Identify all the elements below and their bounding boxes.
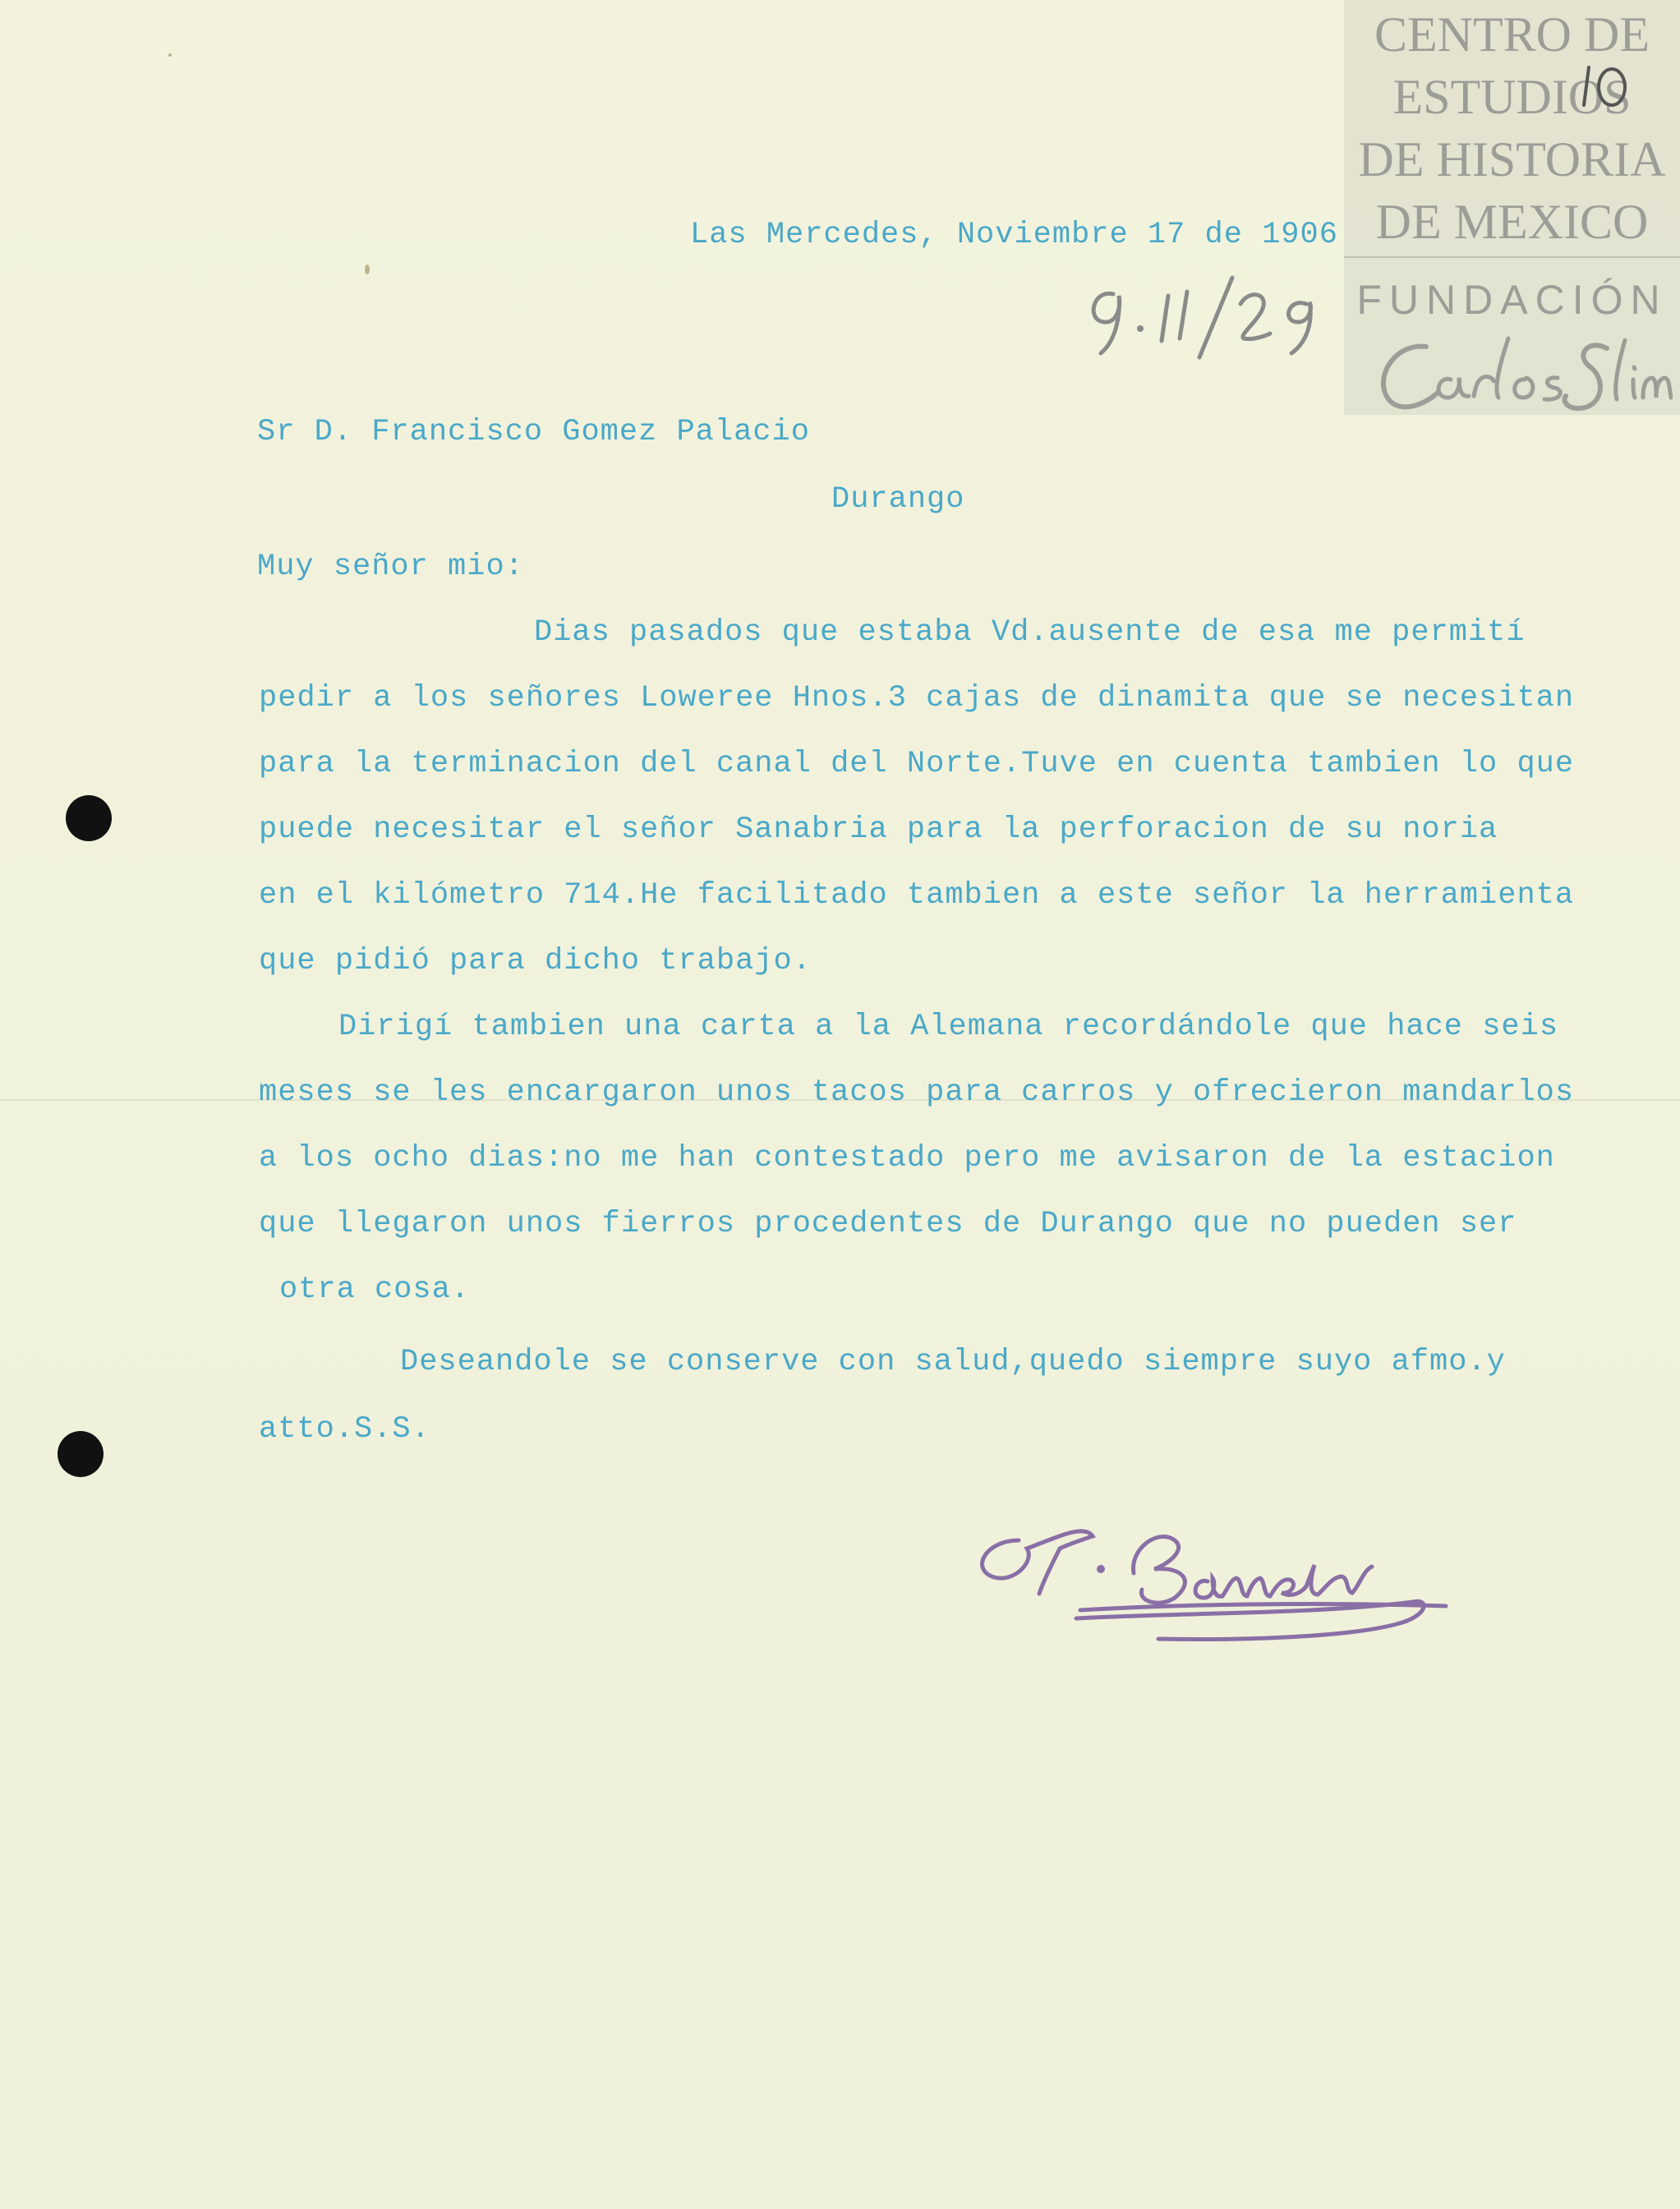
closing-line: atto.S.S. <box>259 1412 430 1447</box>
body-line: puede necesitar el señor Sanabria para la perforacion de su noria <box>259 812 1498 847</box>
pencil-archive-note <box>1076 271 1339 361</box>
stamp-foundation-label: FUNDACIÓN <box>1356 277 1668 323</box>
body-line: que pidió para dicho trabajo. <box>259 944 812 978</box>
body-line: otra cosa. <box>279 1272 471 1307</box>
stamp-line-2: ESTUDIOS <box>1392 70 1632 124</box>
stamp-line-1: CENTRO DE <box>1374 7 1650 62</box>
body-line: pedir a los señores Loweree Hnos.3 cajas de dinamita que se necesitan <box>259 681 1575 716</box>
stamp-line-3: DE HISTORIA <box>1358 132 1666 186</box>
body-line: que llegaron unos fierros procedentes de Durango que no pueden ser <box>259 1207 1517 1241</box>
body-line: meses se les encargaron unos tacos para carros y ofrecieron mandarlos <box>259 1075 1575 1110</box>
body-line: en el kilómetro 714.He facilitado tambien a este señor la herramienta <box>259 878 1575 913</box>
body-line: para la terminacion del canal del Norte.Tuve en cuenta tambien lo que <box>259 747 1575 781</box>
punch-hole-upper <box>66 795 112 841</box>
handwritten-signature <box>969 1491 1479 1655</box>
body-line: a los ocho dias:no me han contestado pero me avisaron de la estacion <box>259 1141 1555 1176</box>
stamp-divider <box>1344 256 1680 258</box>
body-line: Dirigí tambien una carta a la Alemana recordándole que hace seis <box>338 1010 1559 1044</box>
punch-hole-lower <box>58 1431 104 1477</box>
page-number-annotation <box>1577 58 1635 115</box>
paper-speck <box>365 265 370 274</box>
recipient-city: Durango <box>831 482 965 517</box>
recipient-name: Sr D. Francisco Gomez Palacio <box>257 415 810 449</box>
closing-line: Deseandole se conserve con salud,quedo siempre suyo afmo.y <box>400 1345 1506 1379</box>
stamp-line-4: DE MEXICO <box>1375 195 1649 249</box>
body-line: Dias pasados que estaba Vd.ausente de esa me permití <box>534 615 1526 650</box>
salutation: Muy señor mio: <box>257 550 524 584</box>
date-line: Las Mercedes, Noviembre 17 de 1906 <box>690 218 1338 252</box>
paper-speck <box>168 53 172 57</box>
carlos-slim-script-logo <box>1369 330 1673 429</box>
